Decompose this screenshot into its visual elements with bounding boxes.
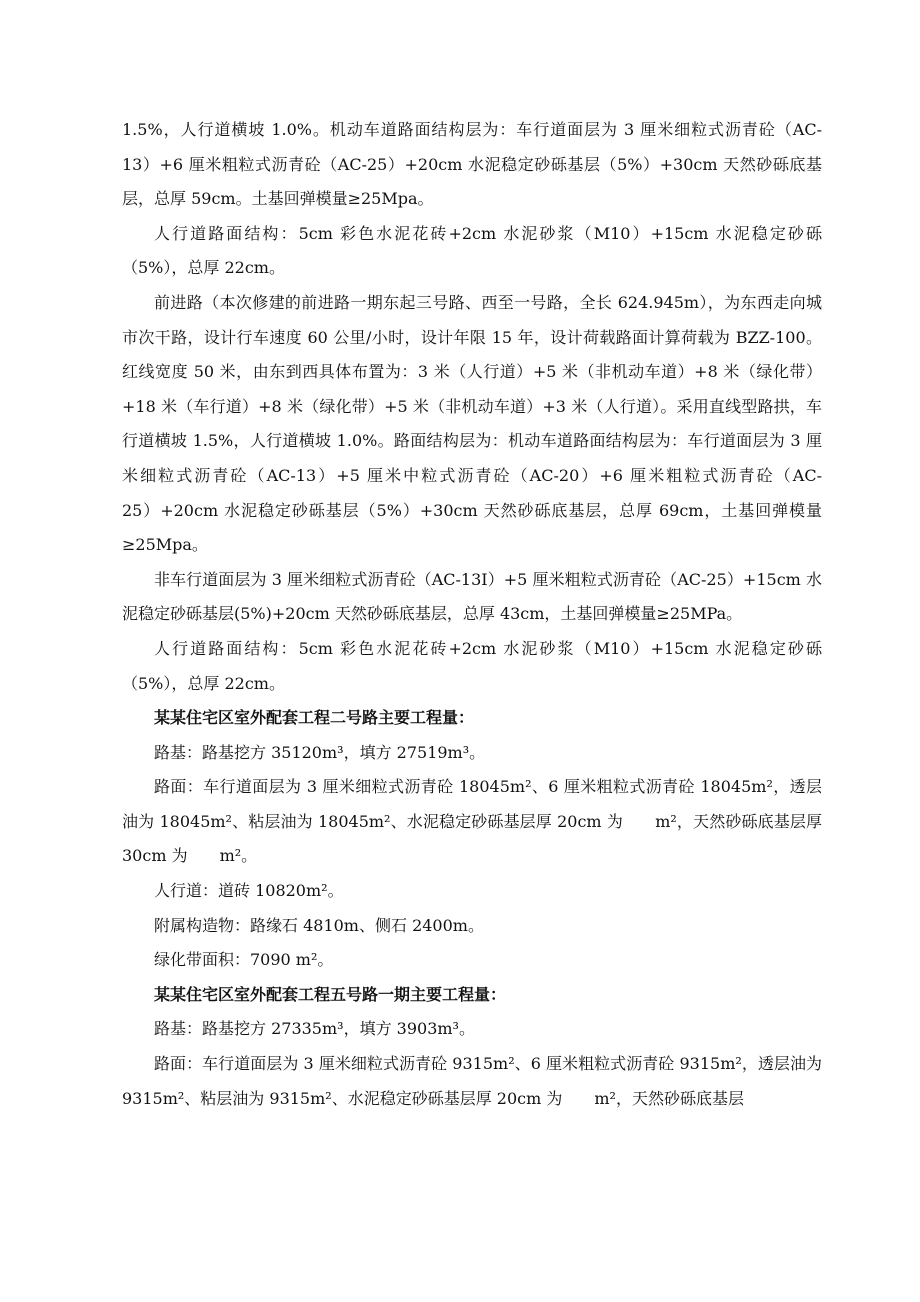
- document-page: [122, 113, 822, 1116]
- paragraph-road-2-subgrade: 路基：路基挖方 35120m³，填方 27519m³。: [154, 742, 486, 762]
- paragraph-sidewalk-structure: 人行道路面结构：5cm 彩色水泥花砖+2cm 水泥砂浆（M10）+15cm 水泥稳定砂砾（5%），总厚 22cm。: [122, 223, 822, 278]
- paragraph-non-motor-lane: 非车行道面层为 3 厘米细粒式沥青砼（AC-13I）+5 厘米粗粒式沥青砼（AC-25）+15cm 水泥稳定砂砾基层(5%)+20cm 天然砂砾底基层，总厚 43cm，土基回弹模量≥25MPa。: [122, 569, 822, 624]
- paragraph-road-2-structures: 附属构造物：路缘石 4810m、侧石 2400m。: [154, 915, 484, 935]
- heading-road-5-quantities: 某某住宅区室外配套工程五号路一期主要工程量：: [154, 984, 507, 1004]
- paragraph-road-2-pavement: 路面：车行道面层为 3 厘米细粒式沥青砼 18045m²、6 厘米粗粒式沥青砼 18045m²，透层油为 18045m²、粘层油为 18045m²、水泥稳定砂砾基层厚 20cm 为 m²，天然砂砾底基层厚 30cm 为 m²。: [122, 777, 822, 866]
- paragraph-qianjin-road: 前进路（本次修建的前进路一期东起三号路、西至一号路，全长 624.945m），为东西走向城市次干路，设计行车速度 60 公里/小时，设计年限 15 年，设计荷载路面计算荷载为 BZZ-100。红线宽度 50 米，由东到西具体布置为：3 米（人行道）+5 米（非机动车道）+8 米（绿化带）+18 米（车行道）+8 米（绿化带）+5 米（非机动车道）+3 米（人行道）。采用直线型路拱，车行道横坡 1.5%，人行道横坡 1.0%。路面结构层为：机动车道路面结构层为：车行道面层为 3 厘米细粒式沥青砼（AC-13）+5 厘米中粒式沥青砼（AC-20）+6 厘米粗粒式沥青砼（AC-25）+20cm 水泥稳定砂砾基层（5%）+30cm 天然砂砾底基层，总厚 69cm，土基回弹模量≥25Mpa。: [122, 292, 822, 555]
- paragraph-road-2-green-area: 绿化带面积：7090 m²。: [154, 950, 334, 970]
- paragraph-road-5-pavement: 路面：车行道面层为 3 厘米细粒式沥青砼 9315m²、6 厘米粗粒式沥青砼 9315m²，透层油为 9315m²、粘层油为 9315m²、水泥稳定砂砾基层厚 20cm 为 m²，天然砂砾底基层: [122, 1054, 822, 1108]
- paragraph-sidewalk-structure-2: 人行道路面结构：5cm 彩色水泥花砖+2cm 水泥砂浆（M10）+15cm 水泥稳定砂砾（5%），总厚 22cm。: [122, 638, 822, 693]
- paragraph-road-5-subgrade: 路基：路基挖方 27335m³，填方 3903m³。: [154, 1019, 475, 1039]
- paragraph-road-structure-continued: 1.5%，人行道横坡 1.0%。机动车道路面结构层为：车行道面层为 3 厘米细粒式沥青砼（AC-13）+6 厘米粗粒式沥青砼（AC-25）+20cm 水泥稳定砂砾基层（5%）+30cm 天然砂砾底基层，总厚 59cm。土基回弹模量≥25Mpa。: [122, 120, 822, 209]
- heading-road-2-quantities: 某某住宅区室外配套工程二号路主要工程量：: [154, 708, 475, 728]
- paragraph-road-2-sidewalk: 人行道：道砖 10820m²。: [154, 881, 344, 901]
